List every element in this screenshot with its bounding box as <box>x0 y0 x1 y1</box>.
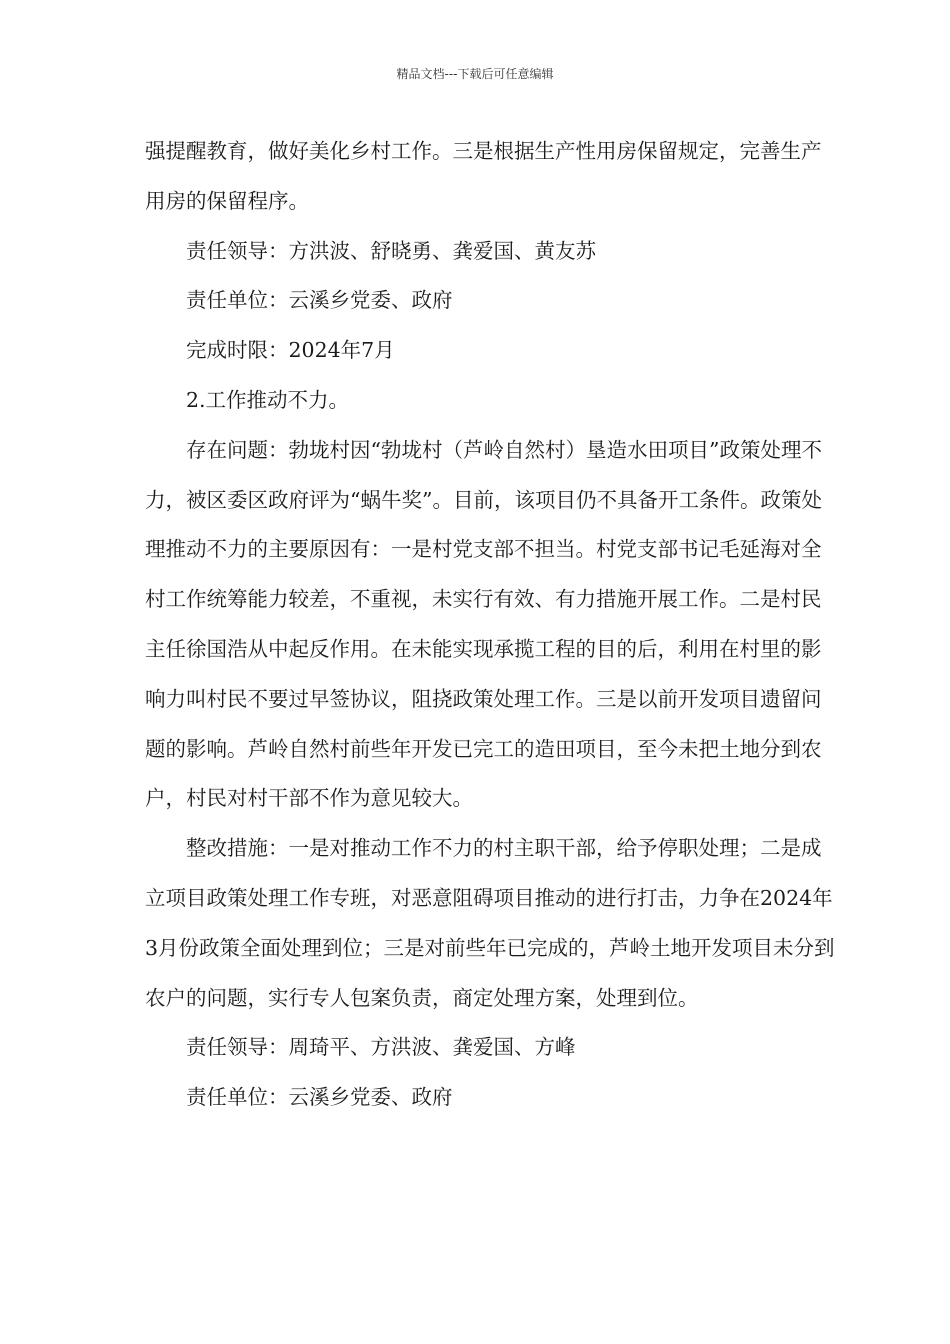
paragraph-responsible-unit-2: 责任单位：云溪乡党委、政府 <box>186 1085 453 1110</box>
section-heading: 2.工作推动不力。 <box>186 387 350 412</box>
paragraph-responsible-leaders: 责任领导：方洪波、舒晓勇、龚爱国、黄友苏 <box>186 238 596 263</box>
paragraph-continuation: 强提醒教育，做好美化乡村工作。三是根据生产性用房保留规定，完善生产用房的保留程序。 <box>145 139 822 213</box>
paragraph-responsible-leaders-2: 责任领导：周琦平、方洪波、龚爱国、方峰 <box>186 1035 576 1060</box>
paragraph-deadline: 完成时限：2024年7月 <box>186 338 395 363</box>
document-body <box>145 127 835 1123</box>
paragraph-rectification-measures: 整改措施：一是对推动工作不力的村主职干部，给予停职处理；二是成立项目政策处理工作专班，对恶意阻碍项目推动的进行打击，力争在2024年3月份政策全面处理到位；三是对前些年已完成的，芦岭土地开发项目未分到农户的问题，实行专人包案负责，商定处理方案，处理到位。 <box>145 836 835 1010</box>
page-header: 精品文档---下载后可任意编辑 <box>396 67 554 81</box>
paragraph-responsible-unit: 责任单位：云溪乡党委、政府 <box>186 288 453 313</box>
paragraph-existing-problems: 存在问题：勃垅村因“勃垅村（芦岭自然村）垦造水田项目”政策处理不力，被区委区政府评为“蜗牛奖”。目前，该项目仍不具备开工条件。政策处理推动不力的主要原因有：一是村党支部不担当。村党支部书记毛延海对全村工作统筹能力较差，不重视，未实行有效、有力措施开展工作。二是村民主任徐国浩从中起反作用。在未能实现承揽工程的目的后，利用在村里的影响力叫村民不要过早签协议，阻挠政策处理工作。三是以前开发项目遗留问题的影响。芦岭自然村前些年开发已完工的造田项目，至今未把土地分到农户，村民对村干部不作为意见较大。 <box>145 437 822 811</box>
